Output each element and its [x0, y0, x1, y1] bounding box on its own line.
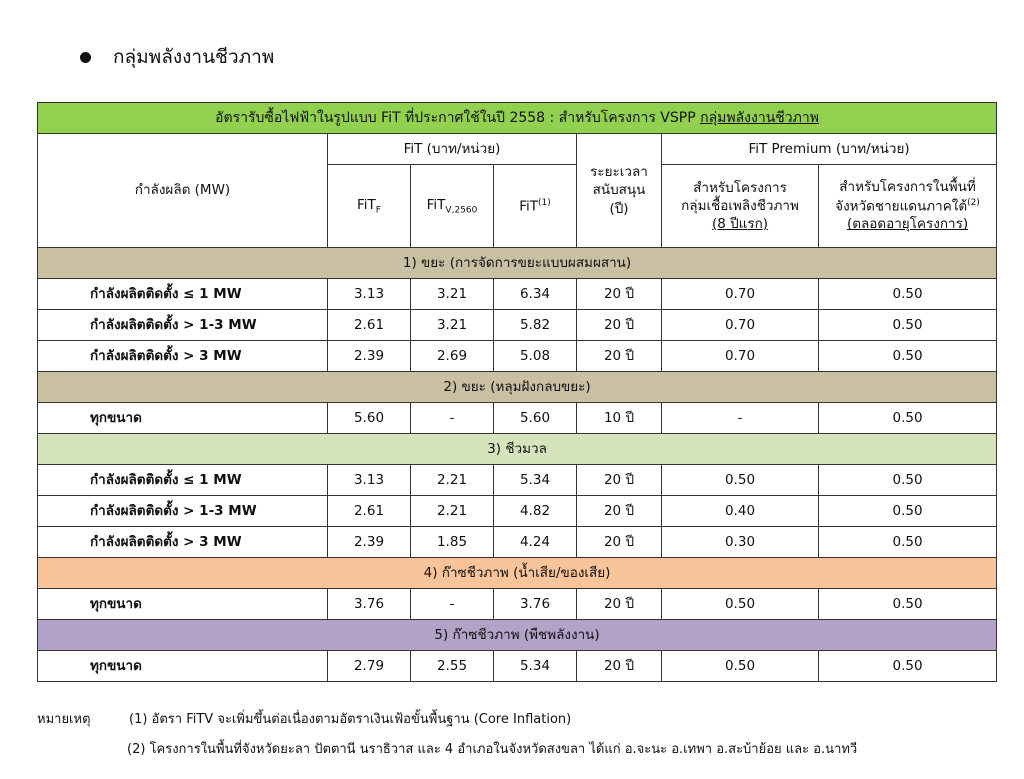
col-capacity-text: กำลังผลิต (MW)	[134, 182, 231, 199]
cell-prem-a: 0.70	[662, 279, 819, 310]
cell-fit-v: -	[411, 589, 494, 620]
row-label: กำลังผลิตติดตั้ง > 1-3 MW	[38, 496, 328, 527]
col-fit-f-text: FiT	[357, 196, 376, 213]
row-label: กำลังผลิตติดตั้ง ≤ 1 MW	[38, 279, 328, 310]
cell-fit-f: 5.60	[328, 403, 411, 434]
col-premium-b-line-3: (ตลอดอายุโครงการ)	[846, 216, 969, 233]
table-row	[38, 527, 997, 558]
cell-fit-v: 3.21	[411, 279, 494, 310]
section-title: 2) ขยะ (หลุมฝังกลบขยะ)	[38, 372, 997, 403]
table-row	[38, 341, 997, 372]
col-premium-group-text: FiT Premium (บาท/หน่วย)	[748, 140, 910, 157]
col-fit-f	[328, 165, 411, 248]
cell-prem-b: 0.50	[819, 496, 997, 527]
cell-fit: 5.34	[494, 651, 577, 682]
col-premium-b-line-2-text: จังหวัดชายแดนภาคใต้	[835, 198, 968, 215]
cell-fit-f: 2.79	[328, 651, 411, 682]
cell-fit-f: 3.76	[328, 589, 411, 620]
col-fit-f-sub: F	[375, 205, 381, 216]
cell-fit-f: 3.13	[328, 279, 411, 310]
cell-fit-f: 2.39	[328, 341, 411, 372]
col-premium-a-line-3: (8 ปีแรก)	[711, 216, 769, 233]
cell-prem-b: 0.50	[819, 403, 997, 434]
cell-fit: 3.76	[494, 589, 577, 620]
row-label: ทุกขนาด	[38, 651, 328, 682]
col-period-line-3: (ปี)	[609, 200, 629, 217]
cell-period: 20 ปี	[577, 341, 662, 372]
row-label: กำลังผลิตติดตั้ง > 3 MW	[38, 341, 328, 372]
fit-rate-table	[37, 102, 997, 682]
section-title: 1) ขยะ (การจัดการขยะแบบผสมผสาน)	[38, 248, 997, 279]
col-period	[577, 134, 662, 248]
cell-prem-b: 0.50	[819, 279, 997, 310]
cell-prem-b: 0.50	[819, 341, 997, 372]
cell-period: 20 ปี	[577, 310, 662, 341]
cell-prem-a: -	[662, 403, 819, 434]
cell-period: 20 ปี	[577, 589, 662, 620]
table-body	[38, 248, 997, 682]
section-title: 4) ก๊าซชีวภาพ (น้ำเสีย/ของเสีย)	[38, 558, 997, 589]
cell-prem-b: 0.50	[819, 651, 997, 682]
col-premium-b-sup: (2)	[967, 197, 980, 208]
row-label: กำลังผลิตติดตั้ง ≤ 1 MW	[38, 465, 328, 496]
col-premium-b-line-1: สำหรับโครงการในพื้นที่	[839, 179, 976, 196]
cell-fit: 5.60	[494, 403, 577, 434]
cell-fit: 5.34	[494, 465, 577, 496]
cell-period: 20 ปี	[577, 279, 662, 310]
notes	[37, 708, 858, 757]
table-row	[38, 651, 997, 682]
table-row	[38, 496, 997, 527]
col-capacity	[38, 134, 328, 248]
col-premium-a	[662, 165, 819, 248]
heading-text: กลุ่มพลังงานชีวภาพ	[113, 46, 275, 68]
cell-fit-v: 2.21	[411, 465, 494, 496]
cell-fit-v: 1.85	[411, 527, 494, 558]
col-premium-a-line-1: สำหรับโครงการ	[693, 179, 787, 196]
cell-period: 20 ปี	[577, 465, 662, 496]
cell-fit: 5.82	[494, 310, 577, 341]
section-row	[38, 620, 997, 651]
col-period-line-1: ระยะเวลา	[590, 164, 648, 181]
cell-prem-b: 0.50	[819, 310, 997, 341]
cell-fit-v: 2.55	[411, 651, 494, 682]
cell-fit: 6.34	[494, 279, 577, 310]
note-1-text: (1) อัตรา FiTV จะเพิ่มขึ้นต่อเนื่องตามอัตราเงินเฟ้อขั้นพื้นฐาน (Core Inflation)	[129, 712, 572, 727]
cell-prem-a: 0.40	[662, 496, 819, 527]
col-premium-b-line-2	[823, 197, 992, 216]
cell-period: 20 ปี	[577, 496, 662, 527]
cell-fit-v: -	[411, 403, 494, 434]
col-premium-a-line-2: กลุ่มเชื้อเพลิงชีวภาพ	[681, 197, 799, 214]
cell-period: 20 ปี	[577, 651, 662, 682]
cell-fit-f: 2.61	[328, 496, 411, 527]
cell-fit: 5.08	[494, 341, 577, 372]
row-label: กำลังผลิตติดตั้ง > 1-3 MW	[38, 310, 328, 341]
col-fit-v-sub: V,2560	[445, 205, 478, 216]
row-label: ทุกขนาด	[38, 589, 328, 620]
table-title	[38, 103, 997, 134]
section-row	[38, 248, 997, 279]
section-title: 3) ชีวมวล	[38, 434, 997, 465]
col-fit-group	[328, 134, 577, 165]
row-label: กำลังผลิตติดตั้ง > 3 MW	[38, 527, 328, 558]
cell-prem-a: 0.50	[662, 465, 819, 496]
section-heading	[80, 42, 274, 72]
row-label: ทุกขนาด	[38, 403, 328, 434]
header-row-1	[38, 134, 997, 165]
col-fit-group-text: FiT (บาท/หน่วย)	[403, 140, 501, 157]
section-title: 5) ก๊าซชีวภาพ (พืชพลังงาน)	[38, 620, 997, 651]
col-fit-text: FiT	[519, 198, 539, 215]
table-row	[38, 465, 997, 496]
cell-period: 10 ปี	[577, 403, 662, 434]
cell-fit-v: 2.21	[411, 496, 494, 527]
col-premium-group	[662, 134, 997, 165]
notes-label: หมายเหตุ	[37, 712, 91, 727]
cell-prem-a: 0.70	[662, 310, 819, 341]
table-row	[38, 403, 997, 434]
cell-prem-b: 0.50	[819, 527, 997, 558]
cell-period: 20 ปี	[577, 527, 662, 558]
col-fit	[494, 165, 577, 248]
cell-prem-a: 0.30	[662, 527, 819, 558]
cell-prem-b: 0.50	[819, 465, 997, 496]
table-title-text: อัตรารับซื้อไฟฟ้าในรูปแบบ FiT ที่ประกาศใช้ในปี 2558 : สำหรับโครงการ VSPP	[215, 109, 701, 126]
note-1	[37, 708, 571, 729]
cell-fit-f: 2.61	[328, 310, 411, 341]
col-fit-v-text: FiT	[426, 196, 446, 213]
cell-fit-v: 2.69	[411, 341, 494, 372]
col-fit-v	[411, 165, 494, 248]
table-row	[38, 310, 997, 341]
table-title-underlined: กลุ่มพลังงานชีวภาพ	[700, 109, 819, 126]
note-2	[127, 738, 857, 759]
section-row	[38, 434, 997, 465]
cell-fit: 4.82	[494, 496, 577, 527]
cell-fit: 4.24	[494, 527, 577, 558]
table-row	[38, 279, 997, 310]
cell-prem-a: 0.50	[662, 651, 819, 682]
section-row	[38, 558, 997, 589]
table-title-row	[38, 103, 997, 134]
col-premium-b	[819, 165, 997, 248]
section-row	[38, 372, 997, 403]
bullet-icon	[80, 52, 91, 63]
cell-prem-a: 0.70	[662, 341, 819, 372]
col-fit-sup: (1)	[538, 197, 551, 208]
cell-fit-f: 2.39	[328, 527, 411, 558]
cell-prem-b: 0.50	[819, 589, 997, 620]
col-period-line-2: สนับสนุน	[592, 182, 646, 199]
cell-prem-a: 0.50	[662, 589, 819, 620]
cell-fit-v: 3.21	[411, 310, 494, 341]
cell-fit-f: 3.13	[328, 465, 411, 496]
table-row	[38, 589, 997, 620]
note-2-text: (2) โครงการในพื้นที่จังหวัดยะลา ปัตตานี นราธิวาส และ 4 อำเภอในจังหวัดสงขลา ได้แก่ อ.จะนะ อ.เทพา อ.สะบ้าย้อย และ อ.นาทวี	[127, 742, 858, 757]
